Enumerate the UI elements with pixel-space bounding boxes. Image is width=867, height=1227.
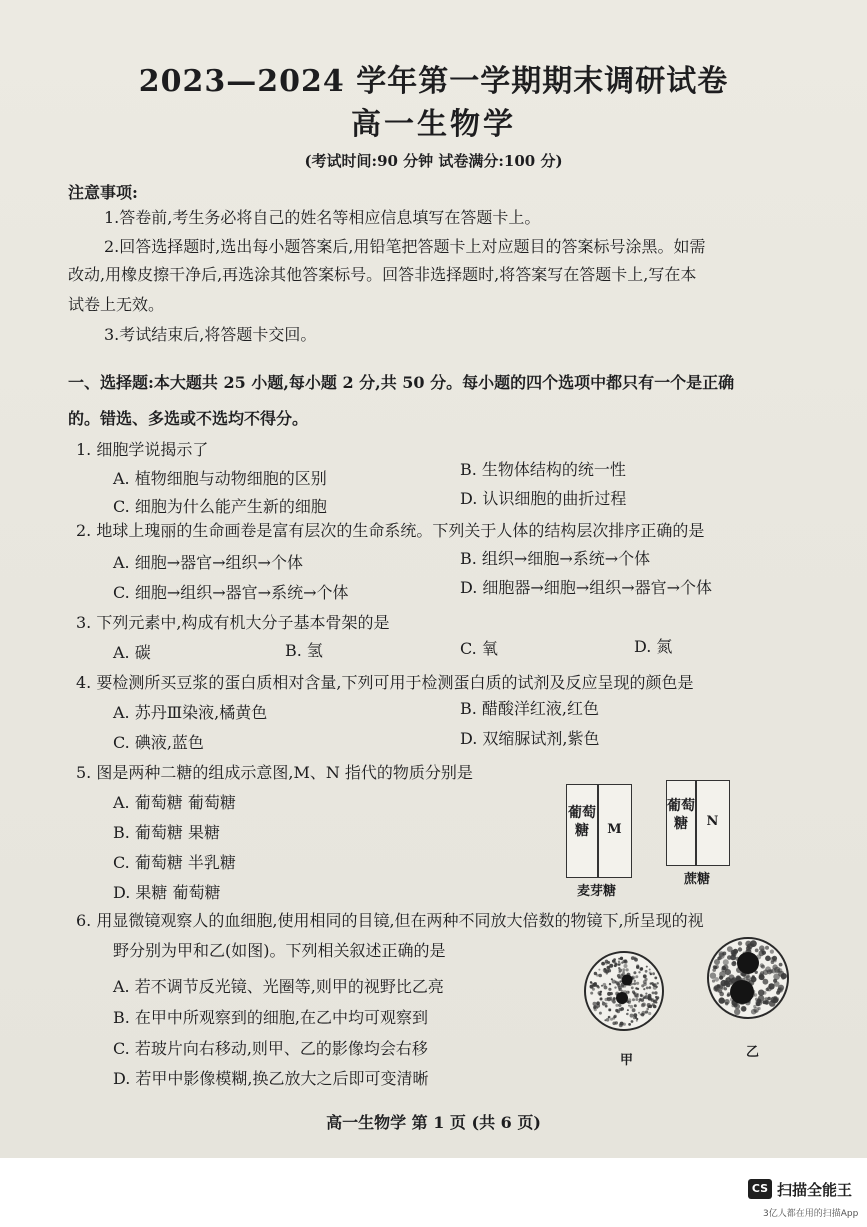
blood-cell-dot [613, 997, 616, 1000]
blood-cell-dot [618, 961, 620, 963]
blood-cell-dot [778, 968, 783, 973]
blood-cell-dot [648, 1005, 651, 1008]
blood-cell-dot [615, 1004, 618, 1007]
blood-cell-dot [643, 980, 647, 984]
blood-cell-dot [590, 992, 593, 995]
blood-cell-dot [654, 977, 657, 980]
blood-cell-dot [618, 962, 621, 965]
blood-cell-dot [634, 980, 636, 982]
notice-line-2b: 改动,用橡皮擦干净后,再选涂其他答案标号。回答非选择题时,将答案写在答题卡上,写在本 [68, 265, 697, 284]
blood-cell-dot [653, 1005, 657, 1009]
blood-cell-dot [729, 980, 733, 984]
blood-cell-dot [712, 968, 716, 972]
sucrose-diagram [666, 780, 730, 866]
blood-cell-dot [626, 968, 629, 971]
page-footer: 高一生物学 第 1 页 (共 6 页) [326, 1113, 541, 1132]
blood-cell-dot [639, 998, 642, 1001]
blood-cell-dot [634, 1004, 637, 1007]
blood-cell-dot [635, 975, 638, 978]
blood-cell-dot [628, 1005, 630, 1007]
blood-cell-dot [635, 994, 639, 998]
blood-cell-dot [619, 969, 623, 973]
blood-cell-dot [645, 993, 647, 995]
q1-option-a: A. 植物细胞与动物细胞的区别 [113, 469, 327, 488]
q1-option-c: C. 细胞为什么能产生新的细胞 [113, 497, 327, 516]
notice-line-2c: 试卷上无效。 [68, 295, 165, 314]
field-yi-label: 乙 [746, 1045, 760, 1060]
blood-cell-dot [633, 982, 636, 985]
blood-cell-dot [649, 972, 652, 975]
notice-line-2a: 2.回答选择题时,选出每小题答案后,用铅笔把答题卡上对应题目的答案标号涂黑。如需 [104, 237, 706, 256]
blood-cell-dot [637, 988, 639, 990]
blood-cell-dot [738, 947, 742, 951]
sucrose-caption: 蔗糖 [684, 872, 711, 887]
blood-cell-dot [646, 1008, 649, 1011]
blood-cell-dot [593, 1002, 597, 1006]
blood-cell-dot [605, 998, 608, 1001]
blood-cell-dot [654, 991, 657, 994]
microscope-field-yi [704, 930, 792, 1026]
blood-cell-dot [770, 957, 775, 962]
blood-cell-dot [721, 967, 726, 972]
q1-stem: 1. 细胞学说揭示了 [76, 440, 209, 459]
q6-option-c: C. 若玻片向右移动,则甲、乙的影像均会右移 [113, 1039, 428, 1058]
blood-cell-dot [592, 988, 595, 991]
q2-option-c: C. 细胞→组织→器官→系统→个体 [113, 583, 349, 602]
q4-option-a: A. 苏丹Ⅲ染液,橘黄色 [113, 703, 268, 722]
blood-cell-dot [719, 976, 723, 980]
camscanner-name: 扫描全能王 [777, 1181, 853, 1199]
blood-cell-dot [600, 997, 602, 999]
blood-cell-dot [769, 1000, 776, 1007]
blood-cell-dot [653, 983, 657, 987]
blood-cell-dot [631, 983, 633, 985]
blood-cell-dot [594, 972, 597, 975]
blood-cell-dot [632, 1008, 636, 1012]
blood-cell-dot [631, 1020, 634, 1023]
blood-cell-dot [596, 985, 599, 988]
blood-cell-dot [733, 961, 736, 964]
blood-cell-dot [633, 1016, 636, 1019]
blood-cell-dot [717, 957, 720, 960]
blood-cell-dot [599, 1012, 602, 1015]
blood-cell-dot [633, 971, 636, 974]
blood-cell-dot [627, 1009, 629, 1011]
blood-cell-dot [619, 980, 621, 982]
blood-cell-dot [602, 1001, 604, 1003]
blood-cell-dot [648, 996, 652, 1000]
blood-cell-dot [630, 1014, 634, 1018]
blood-cell-dot [596, 1001, 600, 1005]
camscanner-tagline: 3亿人都在用的扫描App [763, 1209, 859, 1219]
blood-cell-dot [618, 1004, 621, 1007]
blood-cell-dot [636, 1020, 638, 1022]
blood-cell-dot [765, 1000, 770, 1005]
q6-option-a: A. 若不调节反光镜、光圈等,则甲的视野比乙亮 [113, 977, 444, 996]
blood-cell-dot [638, 1012, 640, 1014]
blood-cell-dot [606, 972, 608, 974]
blood-cell-dot [731, 950, 737, 956]
blood-cell-dot [723, 959, 729, 965]
blood-cell-dot [630, 1005, 634, 1009]
sucrose-n-label: N [706, 814, 719, 829]
blood-cell-dot [594, 982, 597, 985]
q3-option-a: A. 碳 [113, 643, 151, 662]
blood-cell-dot [765, 956, 771, 962]
notice-line-1: 1.答卷前,考生务必将自己的姓名等相应信息填写在答题卡上。 [104, 208, 541, 227]
blood-cell-dot [608, 969, 611, 972]
blood-cell-dot [631, 986, 634, 989]
blood-cell-dot [612, 960, 615, 963]
blood-cell-dot [772, 964, 777, 969]
blood-cell-dot [758, 1007, 761, 1010]
q5-option-c: C. 葡萄糖 半乳糖 [113, 853, 236, 872]
blood-cell-dot [618, 958, 620, 960]
blood-cell-dot [618, 977, 620, 979]
blood-cell-dot [628, 1023, 631, 1026]
maltose-m-label: M [607, 822, 622, 837]
blood-cell-dot [620, 957, 623, 960]
exam-info: (考试时间:90 分钟 试卷满分:100 分) [304, 152, 563, 170]
blood-cell-dot [643, 988, 645, 990]
blood-cell-dot [606, 1018, 610, 1022]
blood-cell-dot [774, 981, 780, 987]
blood-cell-dot [729, 974, 735, 980]
section-1-intro-cont: 的。错选、多选或不选均不得分。 [68, 409, 309, 428]
maltose-caption: 麦芽糖 [577, 884, 617, 899]
blood-cell-dot [624, 960, 626, 962]
blood-cell-dot [645, 970, 648, 973]
blood-cell-dot [617, 982, 620, 985]
blood-cell-dot [636, 964, 639, 967]
blood-cell-dot [751, 1009, 757, 1015]
blood-cell-dot [599, 993, 601, 995]
blood-cell-dot [656, 996, 659, 999]
blood-cell-dot [758, 990, 764, 996]
sucrose-glucose-label: 葡萄糖 [667, 798, 695, 832]
blood-cell-dot [614, 986, 616, 988]
exam-title: 2023—2024 学年第一学期期末调研试卷 [138, 64, 729, 99]
blood-cell-dot [622, 968, 625, 971]
exam-subject: 高一生物学 [351, 107, 516, 142]
blood-cell-dot [631, 956, 635, 960]
blood-cell-dot [626, 1013, 629, 1016]
blood-cell-dot [738, 941, 742, 945]
microscope-field-jia [583, 940, 665, 1042]
blood-cell-dot [715, 965, 719, 969]
q2-option-d: D. 细胞器→细胞→组织→器官→个体 [460, 578, 713, 597]
q3-option-d: D. 氮 [634, 637, 673, 656]
q5-stem: 5. 图是两种二糖的组成示意图,M、N 指代的物质分别是 [76, 763, 473, 782]
field-jia-label: 甲 [620, 1053, 634, 1068]
blood-cell-dot [614, 1015, 617, 1018]
blood-cell-dot [604, 986, 608, 990]
blood-cell-dot [734, 1009, 740, 1015]
blood-cell-dot [608, 988, 611, 991]
q2-stem: 2. 地球上瑰丽的生命画卷是富有层次的生命系统。下列关于人体的结构层次排序正确的是 [76, 521, 705, 540]
maltose-glucose-label: 葡萄糖 [568, 805, 596, 839]
blood-cell-dot [598, 974, 602, 978]
blood-cell-dot [766, 988, 769, 991]
notice-heading: 注意事项: [68, 183, 138, 202]
scanner-watermark-bar [0, 1158, 867, 1227]
blood-cell-dot [601, 962, 605, 966]
blood-cell-dot [624, 964, 628, 968]
blood-cell-dot [719, 992, 724, 997]
blood-cell-dot [713, 986, 718, 991]
blood-cell-dot [763, 979, 769, 985]
blood-cell-dot [636, 982, 639, 985]
q5-option-b: B. 葡萄糖 果糖 [113, 823, 221, 842]
blood-cell-dot [590, 981, 592, 983]
blood-cell-dot [741, 1006, 747, 1012]
blood-cell-dot [605, 1005, 608, 1008]
blood-cell-dot [760, 963, 764, 967]
blood-cell-dot [608, 1008, 611, 1011]
blood-cell-dot [612, 980, 616, 984]
blood-cell-dot [615, 1009, 618, 1012]
blood-cell-dot [752, 975, 755, 978]
blood-cell-dot [725, 1002, 728, 1005]
blood-cell-dot [765, 946, 769, 950]
blood-cell-dot [765, 966, 771, 972]
maltose-diagram [566, 784, 632, 878]
q6-stem-line-2: 野分别为甲和乙(如图)。下列相关叙述正确的是 [113, 941, 446, 960]
q1-option-d: D. 认识细胞的曲折过程 [460, 489, 627, 508]
blood-cell-dot [605, 960, 609, 964]
q3-option-c: C. 氧 [460, 639, 498, 658]
blood-cell-dot [598, 969, 600, 971]
blood-cell-dot [655, 1001, 657, 1003]
blood-cell-dot [759, 973, 764, 978]
blood-cell-dot [714, 977, 719, 982]
blood-cell-dot [620, 1007, 624, 1011]
blood-cell-dot [745, 941, 751, 947]
blood-cell-dot [643, 974, 647, 978]
blood-cell-dot [632, 998, 635, 1001]
q6-option-b: B. 在甲中所观察到的细胞,在乙中均可观察到 [113, 1008, 429, 1027]
blood-cell-dot [779, 963, 783, 967]
q3-stem: 3. 下列元素中,构成有机大分子基本骨架的是 [76, 613, 390, 632]
blood-cell-dot [612, 1000, 616, 1004]
blood-cell-dot [755, 949, 759, 953]
q1-option-b: B. 生物体结构的统一性 [460, 460, 626, 479]
blood-cell-dot [650, 982, 652, 984]
blood-cell-dot [657, 982, 659, 984]
blood-cell-dot [648, 1012, 651, 1015]
blood-cell-dot [632, 990, 635, 993]
q5-option-d: D. 果糖 葡萄糖 [113, 883, 221, 902]
blood-cell-dot [612, 1022, 616, 1026]
blood-cell-dot [640, 995, 642, 997]
blood-cell-dot [646, 966, 648, 968]
blood-cell-dot [762, 951, 766, 955]
blood-cell-dot [652, 992, 655, 995]
q4-stem: 4. 要检测所买豆浆的蛋白质相对含量,下列可用于检测蛋白质的试剂及反应呈现的颜色是 [76, 673, 694, 692]
blood-cell-dot [645, 1010, 648, 1013]
blood-cell-dot [758, 1000, 761, 1003]
q2-option-a: A. 细胞→器官→组织→个体 [113, 553, 303, 572]
blood-cell-dot [719, 997, 725, 1003]
q4-option-d: D. 双缩脲试剂,紫色 [460, 729, 600, 748]
q6-stem-line-1: 6. 用显微镜观察人的血细胞,使用相同的目镜,但在两种不同放大倍数的物镜下,所呈现的视 [76, 911, 704, 930]
blood-cell-dot [609, 983, 611, 985]
blood-cell-dot [732, 1004, 735, 1007]
blood-cell-dot [620, 1022, 624, 1026]
blood-cell-dot [609, 964, 613, 968]
blood-cell-dot [727, 955, 732, 960]
blood-cell-dot [652, 972, 655, 975]
blood-cell-dot [608, 1016, 611, 1019]
blood-cell-dot [618, 989, 620, 991]
blood-cell-dot [646, 987, 649, 990]
camscanner-logo-icon: CS [748, 1179, 772, 1199]
blood-cell-dot [642, 1003, 646, 1007]
section-1-intro: 一、选择题:本大题共 25 小题,每小题 2 分,共 50 分。每小题的四个选项中都只有一个是正确 [68, 373, 735, 392]
blood-cell-dot [638, 971, 640, 973]
bleed-through-text [70, 16, 85, 37]
q5-option-a: A. 葡萄糖 葡萄糖 [113, 793, 236, 812]
blood-cell-dot [767, 997, 770, 1000]
blood-cell-dot [610, 1018, 613, 1021]
blood-cell-dot [610, 992, 613, 995]
q6-option-d: D. 若甲中影像模糊,换乙放大之后即可变清晰 [113, 1069, 429, 1088]
blood-cell-dot [649, 986, 651, 988]
q4-option-c: C. 碘液,蓝色 [113, 733, 204, 752]
blood-cell-dot [641, 967, 644, 970]
blood-cell-dot [641, 1011, 645, 1015]
q4-option-b: B. 醋酸洋红液,红色 [460, 699, 600, 718]
q3-option-b: B. 氢 [285, 641, 323, 660]
blood-cell-dot [615, 963, 618, 966]
blood-cell-dot [635, 998, 638, 1001]
blood-cell-dot [777, 988, 782, 993]
q2-option-b: B. 组织→细胞→系统→个体 [460, 549, 651, 568]
blood-cell-dot [719, 983, 726, 990]
blood-cell-dot [649, 969, 651, 971]
blood-cell-dot [770, 950, 774, 954]
notice-line-3: 3.考试结束后,将答题卡交回。 [104, 325, 317, 344]
